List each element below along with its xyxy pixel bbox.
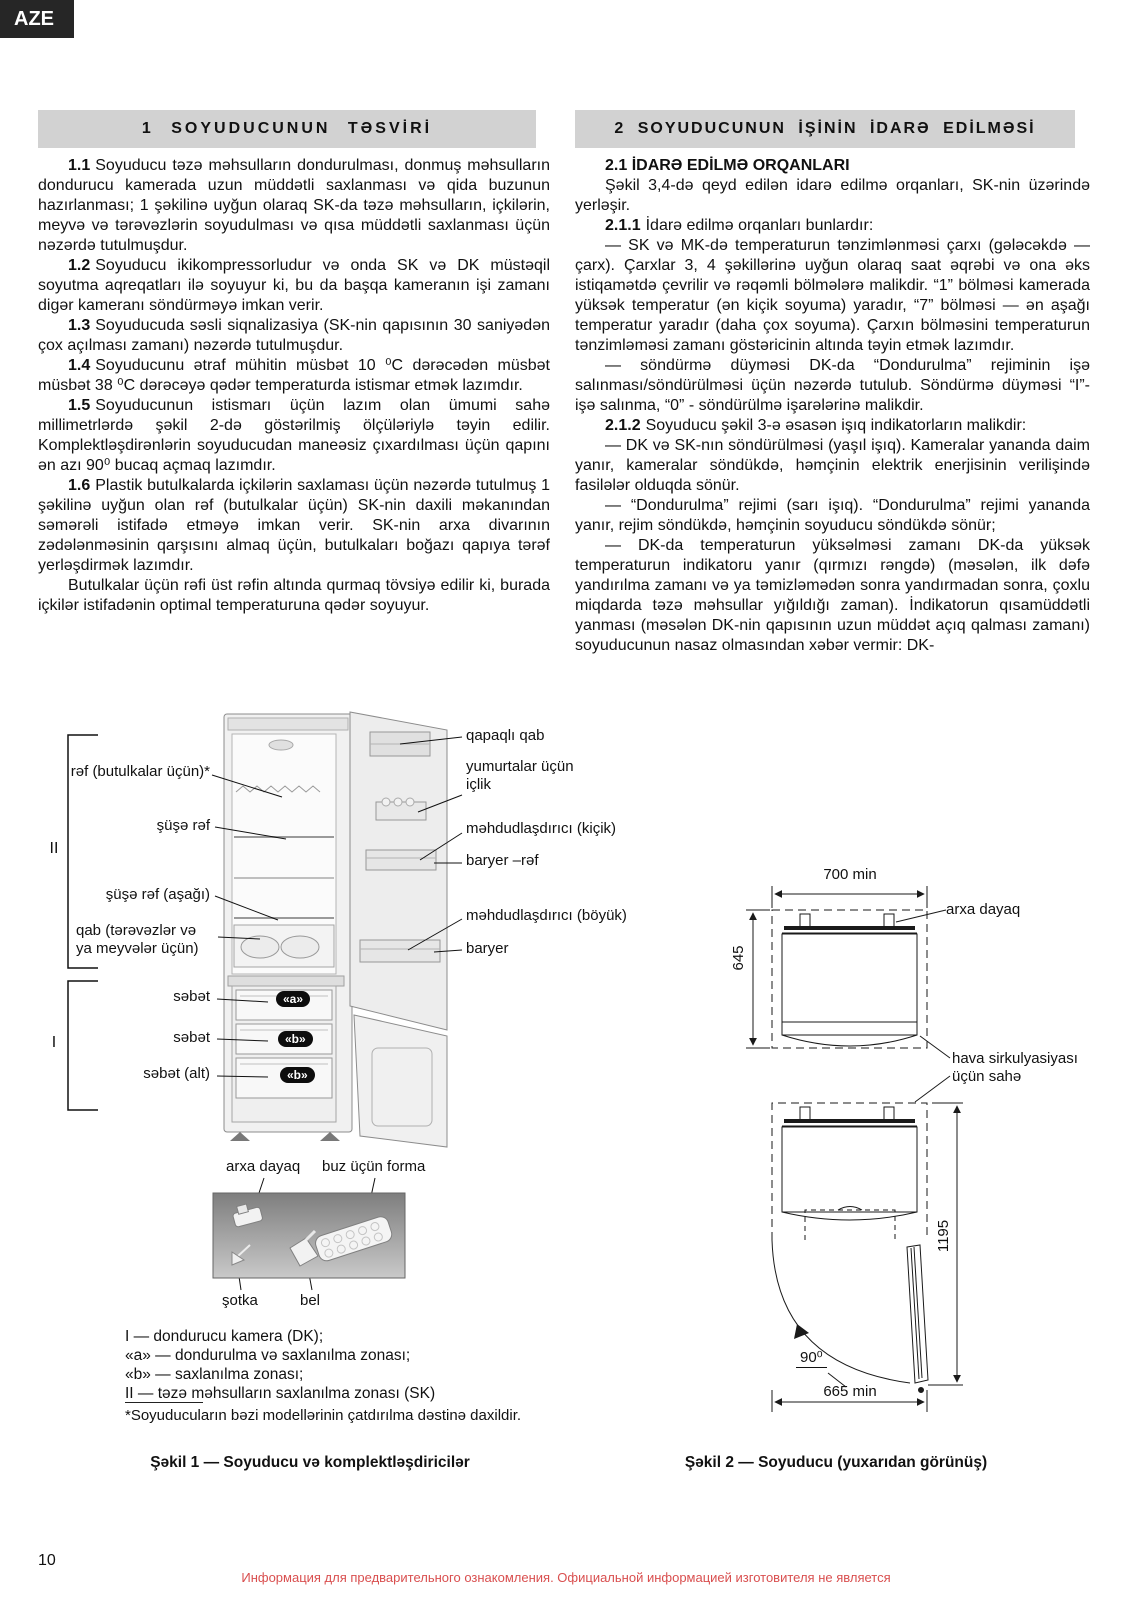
- paragraph-green-light: — DK və SK-nın söndürülməsi (yaşıl işıq). Kameralar yananda daim yanır, kameralar söndükdə, həmçinin elektrik enerjisinin verilişində fasilələr olduqda sönür.: [575, 437, 1090, 494]
- dim-depth: 645: [730, 945, 747, 971]
- legend-item-II: II — təzə məhsulların saxlanılma zonası (SK): [125, 1385, 436, 1402]
- label-basket-1: səbət: [173, 988, 210, 1005]
- label-air-circulation: hava sirkulyasiyası üçün sahə: [952, 1050, 1078, 1085]
- paragraph-switch: — söndürmə düyməsi DK-da “Dondurulma” rejiminin işə salınması/söndürülməsi üçün nəzərdə tutulub. Söndürmə düyməsi “I”- işə salınma, “0” - söndürülmə işarələrinə malikdir.: [575, 357, 1090, 414]
- section1-heading: 1 SOYUDUCUNUN TƏSVİRİ: [38, 110, 536, 148]
- legend-item-a: «a» — dondurulma və saxlanılma zonası;: [125, 1347, 411, 1364]
- label-basket-bottom: səbət (alt): [143, 1065, 210, 1082]
- paragraph-red-light: — DK-da temperaturun yüksəlməsi zamanı DK-da yüksək temperaturun indikatoru yanır (qırmızı rəngdə) (məsələn, ilk dəfə yandırılma zamanı və ya təmizləmədən sonra yandırmadan sonra, çoxlu miqdarda təzə məhsullar yığıldığı zaman). İndikatorun qısamüddətli yanması (məsələn DK-nin qapısının uzun müddət açıq qalması zamanı) soyuducunun nasaz olmasından xəbər vermir: DK-: [575, 537, 1090, 654]
- paragraph-2-1-1: 2.1.1 İdarə edilmə orqanları bunlardır:: [605, 217, 874, 234]
- dim-width-top: 700 min: [823, 866, 877, 883]
- label-rear-support: arxa dayaq: [226, 1158, 301, 1175]
- top-view-upper: [746, 886, 946, 1048]
- dim-width-bottom: 665 min: [823, 1383, 877, 1400]
- fridge-door-open: [350, 712, 447, 1147]
- label-scraper: bel: [300, 1292, 321, 1309]
- section1-body: [38, 156, 550, 616]
- figure2-drawing: [700, 850, 1132, 1420]
- paragraph-1-5: 1.5 Soyuducunun istismarı üçün lazım olan ümumi sahə millimetrlərdə şəkil 2-də göstərilmiş ölçüləriylə təyin edilir. Komplektləşdirənlərin soyuducudan maneəsiz çıxardılması üçün qapını ən azı 90⁰ bucaq açmaq lazımdır.: [38, 397, 550, 474]
- paragraph-1-6: 1.6 Plastik butulkalarda içkilərin saxlaması üçün nəzərdə tutulmuş 1 şəkilinə uyğun olan rəf (butulkalar üçün) SK-nin daxili məkanından səmərəli istifadə etməyə imkan verir. SK-nin arxa divarının zədələnməsinin qarşısını almaq üçün, butulkaları boğazı qapıya tərəf yerləşdirmək lazımdır.: [38, 477, 550, 574]
- footnote-rule: [125, 1402, 203, 1403]
- legend-item-b: «b» — saxlanılma zonası;: [125, 1366, 304, 1383]
- figure1-caption: Şəkil 1 — Soyuducu və komplektləşdiricilər: [150, 1454, 470, 1471]
- label-barrier: baryer: [466, 940, 509, 957]
- label-ice-form: buz üçün forma: [322, 1158, 426, 1175]
- paragraph-1-2: 1.2 Soyuducu ikikompressorludur və onda SK və DK müstəqil soyutma aqreqatları ilə soyuyur ki, bu da başqa kameranın işi zamanı digər kameranı söndürməyə imkan verir.: [38, 257, 550, 314]
- figure1-legend: [125, 1327, 545, 1403]
- paragraph-bottles: Butulkalar üçün rəfi üst rəfin altında qurmaq tövsiyə edilir ki, burada içkilər istifadənin optimal temperaturuna qədər soyuyur.: [38, 577, 550, 614]
- label-bottle-shelf: rəf (butulkalar üçün)*: [70, 763, 210, 780]
- page-number: 10: [38, 1552, 56, 1569]
- paragraph-1-1: 1.1 Soyuducu təzə məhsulların dondurulması, donmuş məhsulların dondurucu kamerada uzun müddətli saxlanması və qida buzunun hazırlanması; 1 şəkilinə uyğun olaraq SK-da təzə məhsulların, içkilərin, meyvə və tərəvəzlərin soyudulması və qısa müddətli saxlanması üçün nəzərdə tutulmuşdur.: [38, 157, 550, 254]
- section2-heading: 2 SOYUDUCUNUN İŞİNİN İDARƏ EDİLMƏSİ: [575, 110, 1075, 148]
- paragraph-2-1-2: 2.1.2 Soyuducu şəkil 3-ə əsasən işıq indikatorların malikdir:: [605, 417, 1027, 434]
- accessories-photo: [213, 1193, 405, 1278]
- paragraph-1-3: 1.3 Soyuducuda səsli siqnalizasiya (SK-nin qapısının 30 saniyədən çox açılması zamanı) nəzərdə tutulmuşdur.: [38, 317, 550, 354]
- label-crisper: qab (tərəvəzlər və ya meyvələr üçün): [76, 922, 199, 957]
- legend-item-I: I — dondurucu kamera (DK);: [125, 1328, 324, 1345]
- label-barrier-shelf: baryer –rəf: [466, 852, 539, 869]
- zone-badge-b2: «b»: [280, 1067, 315, 1083]
- paragraph-yellow-light: — “Dondurulma” rejimi (sarı işıq). “Dondurulma” rejimi yananda yanır, rejim söndükdə, həmçinin soyuducu söndükdə sönür;: [575, 497, 1090, 534]
- dim-height: 1195: [935, 1219, 952, 1253]
- figure2-caption: Şəkil 2 — Soyuducu (yuxarıdan görünüş): [684, 1454, 988, 1471]
- zone-marker-II: II: [49, 840, 59, 857]
- label-limiter-big: məhdudlaşdırıcı (böyük): [466, 907, 627, 924]
- zone-badge-b1: «b»: [278, 1031, 313, 1047]
- label-glass-shelf: şüşə rəf: [156, 817, 210, 834]
- subsection-2-1-title: 2.1 İDARƏ EDİLMƏ ORQANLARI: [605, 157, 850, 174]
- label-basket-2: səbət: [173, 1029, 210, 1046]
- zone-badge-a: «a»: [276, 991, 310, 1007]
- label-rear-support-2: arxa dayaq: [946, 901, 1021, 918]
- dim-door-angle: 90⁰: [796, 1348, 827, 1366]
- footer-note: Информация для предварительного ознакомления. Официальной информацией изготовителя не является: [241, 1570, 891, 1585]
- figure1-footnote: *Soyuducuların bəzi modellərinin çatdırılma dəstinə daxildir.: [125, 1407, 522, 1424]
- paragraph-2-1: Şəkil 3,4-də qeyd edilən idarə edilmə orqanları, SK-nin üzərində yerləşir.: [575, 177, 1090, 214]
- paragraph-dial: — SK və MK-də temperaturun tənzimlənməsi çarxı (gələcəkdə — çarx). Çarxlar 3, 4 şəkillərinə uyğun olaraq saat əqrəbi və ona əks istiqamətdə çevrilir və rəqəmli bölmələrə malikdir. “1” bölməsi kamerada yüksək temperatur (ən kiçik soyuma) yaradır, “7” bölməsi — ən aşağı temperatur yaradır (daha çox soyuma). Çarxın bölməsini temperaturun tənzimləməsi zamanı göstəricinin altında təyin etmək lazımdır.: [575, 237, 1090, 354]
- label-brush: şotka: [222, 1292, 258, 1309]
- label-egg-insert: yumurtalar üçün içlik: [466, 758, 574, 793]
- label-covered-box: qapaqlı qab: [466, 727, 545, 744]
- paragraph-1-4: 1.4 Soyuducunu ətraf mühitin müsbət 10 ⁰C dərəcədən müsbət müsbət 38 ⁰C dərəcəyə qədər temperaturda istismar etmək lazımdır.: [38, 357, 550, 394]
- label-limiter-small: məhdudlaşdırıcı (kiçik): [466, 820, 617, 837]
- label-glass-shelf-lower: şüşə rəf (aşağı): [105, 886, 210, 903]
- zone-marker-I: I: [51, 1034, 57, 1051]
- language-tag: AZE: [0, 0, 74, 38]
- section2-body: [575, 156, 1090, 656]
